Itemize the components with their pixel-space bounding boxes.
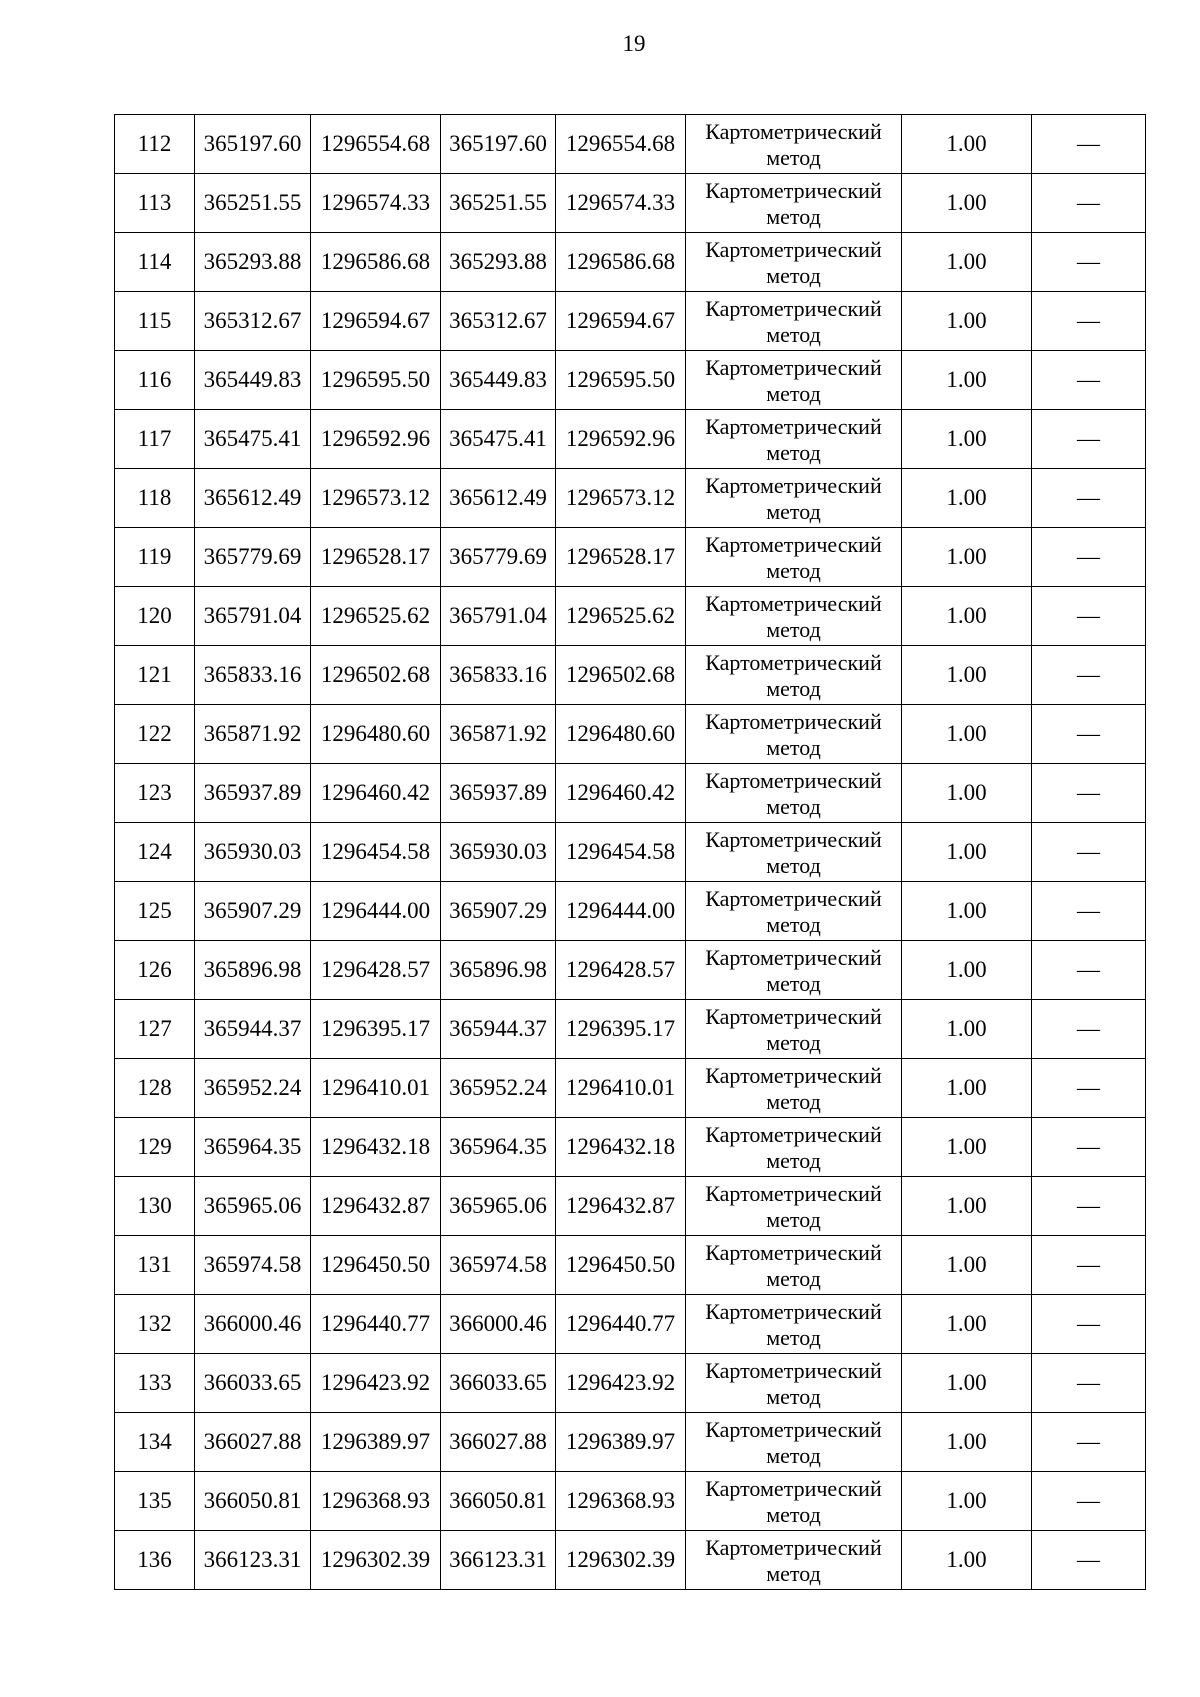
description-cell: — [1032,1413,1146,1472]
old-y-cell: 1296528.17 [311,528,441,587]
point-number-cell: 135 [115,1472,195,1531]
accuracy-cell: 1.00 [902,1472,1032,1531]
method-line-2: метод [766,1148,821,1173]
new-x-cell: 365871.92 [441,705,556,764]
method-cell [686,1118,902,1177]
description-cell: — [1032,1236,1146,1295]
old-y-cell: 1296450.50 [311,1236,441,1295]
old-x-cell: 365449.83 [195,351,311,410]
new-x-cell: 365907.29 [441,882,556,941]
accuracy-cell: 1.00 [902,587,1032,646]
accuracy-cell: 1.00 [902,528,1032,587]
method-cell [686,587,902,646]
old-x-cell: 365974.58 [195,1236,311,1295]
description-cell: — [1032,1531,1146,1590]
method-line-1: Картометрический [705,473,882,498]
old-y-cell: 1296368.93 [311,1472,441,1531]
old-y-cell: 1296595.50 [311,351,441,410]
method-line-2: метод [766,1561,821,1586]
table-row [115,1531,1146,1590]
description-cell: — [1032,1118,1146,1177]
old-y-cell: 1296444.00 [311,882,441,941]
old-x-cell: 365475.41 [195,410,311,469]
description-cell: — [1032,528,1146,587]
point-number-cell: 125 [115,882,195,941]
new-y-cell: 1296428.57 [556,941,686,1000]
new-y-cell: 1296460.42 [556,764,686,823]
table-row [115,941,1146,1000]
old-y-cell: 1296502.68 [311,646,441,705]
description-cell: — [1032,410,1146,469]
description-cell: — [1032,941,1146,1000]
accuracy-cell: 1.00 [902,764,1032,823]
table-body [115,115,1146,1590]
table-row [115,882,1146,941]
old-x-cell: 365937.89 [195,764,311,823]
old-y-cell: 1296395.17 [311,1000,441,1059]
method-cell [686,941,902,1000]
new-x-cell: 365293.88 [441,233,556,292]
old-x-cell: 365197.60 [195,115,311,174]
accuracy-cell: 1.00 [902,292,1032,351]
point-number-cell: 115 [115,292,195,351]
method-cell [686,705,902,764]
new-y-cell: 1296525.62 [556,587,686,646]
point-number-cell: 132 [115,1295,195,1354]
method-cell [686,469,902,528]
point-number-cell: 127 [115,1000,195,1059]
accuracy-cell: 1.00 [902,823,1032,882]
table-row [115,646,1146,705]
new-y-cell: 1296594.67 [556,292,686,351]
description-cell: — [1032,823,1146,882]
method-cell [686,882,902,941]
old-y-cell: 1296554.68 [311,115,441,174]
old-y-cell: 1296428.57 [311,941,441,1000]
method-cell [686,1531,902,1590]
table-row [115,1118,1146,1177]
point-number-cell: 129 [115,1118,195,1177]
description-cell: — [1032,587,1146,646]
old-y-cell: 1296454.58 [311,823,441,882]
old-x-cell: 365779.69 [195,528,311,587]
old-x-cell: 365964.35 [195,1118,311,1177]
method-line-2: метод [766,1207,821,1232]
method-cell [686,410,902,469]
table-row [115,1000,1146,1059]
new-x-cell: 365964.35 [441,1118,556,1177]
table-row [115,764,1146,823]
method-line-2: метод [766,1443,821,1468]
method-line-2: метод [766,322,821,347]
method-line-2: метод [766,263,821,288]
table-row [115,174,1146,233]
point-number-cell: 136 [115,1531,195,1590]
new-x-cell: 365791.04 [441,587,556,646]
description-cell: — [1032,469,1146,528]
old-y-cell: 1296432.87 [311,1177,441,1236]
method-line-1: Картометрический [705,178,882,203]
table-row [115,115,1146,174]
point-number-cell: 120 [115,587,195,646]
accuracy-cell: 1.00 [902,1354,1032,1413]
method-line-1: Картометрический [705,1417,882,1442]
method-cell [686,351,902,410]
table-row [115,823,1146,882]
method-line-2: метод [766,794,821,819]
new-y-cell: 1296573.12 [556,469,686,528]
description-cell: — [1032,1059,1146,1118]
table-row [115,351,1146,410]
accuracy-cell: 1.00 [902,233,1032,292]
old-y-cell: 1296573.12 [311,469,441,528]
table-row [115,1236,1146,1295]
new-y-cell: 1296502.68 [556,646,686,705]
new-y-cell: 1296395.17 [556,1000,686,1059]
method-line-2: метод [766,676,821,701]
description-cell: — [1032,174,1146,233]
method-line-1: Картометрический [705,1240,882,1265]
method-line-2: метод [766,971,821,996]
method-line-1: Картометрический [705,414,882,439]
new-y-cell: 1296423.92 [556,1354,686,1413]
old-x-cell: 366027.88 [195,1413,311,1472]
point-number-cell: 134 [115,1413,195,1472]
old-y-cell: 1296525.62 [311,587,441,646]
point-number-cell: 118 [115,469,195,528]
coordinates-table [114,114,1146,1590]
table-row [115,1354,1146,1413]
new-x-cell: 366050.81 [441,1472,556,1531]
method-line-2: метод [766,1266,821,1291]
accuracy-cell: 1.00 [902,1236,1032,1295]
method-cell [686,1059,902,1118]
method-line-2: метод [766,499,821,524]
new-x-cell: 366000.46 [441,1295,556,1354]
point-number-cell: 119 [115,528,195,587]
new-y-cell: 1296440.77 [556,1295,686,1354]
table-row [115,233,1146,292]
method-line-2: метод [766,617,821,642]
table-row [115,1177,1146,1236]
method-line-1: Картометрический [705,945,882,970]
old-y-cell: 1296423.92 [311,1354,441,1413]
method-line-1: Картометрический [705,591,882,616]
new-x-cell: 365251.55 [441,174,556,233]
point-number-cell: 124 [115,823,195,882]
accuracy-cell: 1.00 [902,410,1032,469]
method-line-1: Картометрический [705,768,882,793]
accuracy-cell: 1.00 [902,469,1032,528]
point-number-cell: 126 [115,941,195,1000]
table-row [115,469,1146,528]
description-cell: — [1032,115,1146,174]
new-x-cell: 365197.60 [441,115,556,174]
table-row [115,292,1146,351]
method-line-1: Картометрический [705,237,882,262]
new-x-cell: 365779.69 [441,528,556,587]
method-line-2: метод [766,912,821,937]
old-x-cell: 366123.31 [195,1531,311,1590]
description-cell: — [1032,705,1146,764]
description-cell: — [1032,764,1146,823]
method-line-2: метод [766,1502,821,1527]
new-y-cell: 1296450.50 [556,1236,686,1295]
method-cell [686,528,902,587]
new-x-cell: 365965.06 [441,1177,556,1236]
method-cell [686,646,902,705]
old-y-cell: 1296480.60 [311,705,441,764]
accuracy-cell: 1.00 [902,705,1032,764]
method-line-2: метод [766,1030,821,1055]
method-line-1: Картометрический [705,1535,882,1560]
new-x-cell: 365449.83 [441,351,556,410]
new-y-cell: 1296595.50 [556,351,686,410]
accuracy-cell: 1.00 [902,174,1032,233]
new-y-cell: 1296432.87 [556,1177,686,1236]
old-x-cell: 365251.55 [195,174,311,233]
new-x-cell: 366123.31 [441,1531,556,1590]
table-row [115,528,1146,587]
accuracy-cell: 1.00 [902,1295,1032,1354]
old-x-cell: 365965.06 [195,1177,311,1236]
old-y-cell: 1296592.96 [311,410,441,469]
method-line-1: Картометрический [705,709,882,734]
new-y-cell: 1296592.96 [556,410,686,469]
method-line-1: Картометрический [705,1004,882,1029]
old-x-cell: 365312.67 [195,292,311,351]
method-line-2: метод [766,204,821,229]
description-cell: — [1032,1295,1146,1354]
new-y-cell: 1296444.00 [556,882,686,941]
description-cell: — [1032,233,1146,292]
new-y-cell: 1296586.68 [556,233,686,292]
point-number-cell: 114 [115,233,195,292]
old-x-cell: 365791.04 [195,587,311,646]
method-line-1: Картометрический [705,650,882,675]
point-number-cell: 117 [115,410,195,469]
method-line-1: Картометрический [705,886,882,911]
description-cell: — [1032,292,1146,351]
method-line-2: метод [766,1325,821,1350]
point-number-cell: 130 [115,1177,195,1236]
method-line-2: метод [766,381,821,406]
new-y-cell: 1296554.68 [556,115,686,174]
description-cell: — [1032,1000,1146,1059]
accuracy-cell: 1.00 [902,1059,1032,1118]
method-cell [686,1354,902,1413]
new-y-cell: 1296480.60 [556,705,686,764]
point-number-cell: 116 [115,351,195,410]
old-x-cell: 365952.24 [195,1059,311,1118]
old-x-cell: 365833.16 [195,646,311,705]
method-line-1: Картометрический [705,1063,882,1088]
method-line-1: Картометрический [705,119,882,144]
old-x-cell: 365293.88 [195,233,311,292]
old-x-cell: 366050.81 [195,1472,311,1531]
old-y-cell: 1296440.77 [311,1295,441,1354]
old-y-cell: 1296410.01 [311,1059,441,1118]
description-cell: — [1032,351,1146,410]
method-line-2: метод [766,1384,821,1409]
method-cell [686,233,902,292]
new-y-cell: 1296368.93 [556,1472,686,1531]
table-row [115,1413,1146,1472]
table-row [115,705,1146,764]
new-y-cell: 1296432.18 [556,1118,686,1177]
accuracy-cell: 1.00 [902,941,1032,1000]
method-line-1: Картометрический [705,296,882,321]
description-cell: — [1032,1472,1146,1531]
new-x-cell: 366027.88 [441,1413,556,1472]
accuracy-cell: 1.00 [902,1118,1032,1177]
table-row [115,1059,1146,1118]
accuracy-cell: 1.00 [902,882,1032,941]
accuracy-cell: 1.00 [902,351,1032,410]
method-cell [686,823,902,882]
point-number-cell: 131 [115,1236,195,1295]
method-line-1: Картометрический [705,1299,882,1324]
old-x-cell: 365907.29 [195,882,311,941]
old-x-cell: 366033.65 [195,1354,311,1413]
method-cell [686,1236,902,1295]
accuracy-cell: 1.00 [902,646,1032,705]
method-line-1: Картометрический [705,1358,882,1383]
description-cell: — [1032,1354,1146,1413]
accuracy-cell: 1.00 [902,1531,1032,1590]
old-y-cell: 1296302.39 [311,1531,441,1590]
point-number-cell: 113 [115,174,195,233]
old-x-cell: 365930.03 [195,823,311,882]
accuracy-cell: 1.00 [902,1413,1032,1472]
method-line-2: метод [766,735,821,760]
method-cell [686,1295,902,1354]
description-cell: — [1032,1177,1146,1236]
accuracy-cell: 1.00 [902,1000,1032,1059]
old-x-cell: 365944.37 [195,1000,311,1059]
old-y-cell: 1296460.42 [311,764,441,823]
new-y-cell: 1296302.39 [556,1531,686,1590]
description-cell: — [1032,882,1146,941]
method-cell [686,1472,902,1531]
method-line-1: Картометрический [705,1181,882,1206]
point-number-cell: 128 [115,1059,195,1118]
method-cell [686,174,902,233]
old-x-cell: 365871.92 [195,705,311,764]
new-x-cell: 365475.41 [441,410,556,469]
new-x-cell: 365974.58 [441,1236,556,1295]
table-row [115,410,1146,469]
method-line-1: Картометрический [705,355,882,380]
method-line-1: Картометрический [705,1122,882,1147]
method-line-2: метод [766,853,821,878]
method-cell [686,1000,902,1059]
point-number-cell: 121 [115,646,195,705]
new-x-cell: 365312.67 [441,292,556,351]
new-x-cell: 365937.89 [441,764,556,823]
method-line-1: Картометрический [705,827,882,852]
new-y-cell: 1296574.33 [556,174,686,233]
old-y-cell: 1296389.97 [311,1413,441,1472]
new-x-cell: 365612.49 [441,469,556,528]
old-x-cell: 365612.49 [195,469,311,528]
new-y-cell: 1296454.58 [556,823,686,882]
point-number-cell: 122 [115,705,195,764]
new-x-cell: 365833.16 [441,646,556,705]
accuracy-cell: 1.00 [902,115,1032,174]
new-x-cell: 365930.03 [441,823,556,882]
method-cell [686,292,902,351]
new-y-cell: 1296389.97 [556,1413,686,1472]
new-y-cell: 1296528.17 [556,528,686,587]
new-x-cell: 365944.37 [441,1000,556,1059]
new-x-cell: 365896.98 [441,941,556,1000]
method-cell [686,764,902,823]
table-row [115,1472,1146,1531]
old-y-cell: 1296432.18 [311,1118,441,1177]
old-y-cell: 1296574.33 [311,174,441,233]
method-line-2: метод [766,558,821,583]
old-x-cell: 366000.46 [195,1295,311,1354]
point-number-cell: 133 [115,1354,195,1413]
method-line-1: Картометрический [705,532,882,557]
description-cell: — [1032,646,1146,705]
old-y-cell: 1296586.68 [311,233,441,292]
page-number: 19 [622,31,646,56]
point-number-cell: 112 [115,115,195,174]
table-row [115,587,1146,646]
old-x-cell: 365896.98 [195,941,311,1000]
method-line-2: метод [766,1089,821,1114]
method-cell [686,115,902,174]
method-cell [686,1413,902,1472]
new-y-cell: 1296410.01 [556,1059,686,1118]
method-line-1: Картометрический [705,1476,882,1501]
table-row [115,1295,1146,1354]
method-cell [686,1177,902,1236]
point-number-cell: 123 [115,764,195,823]
old-y-cell: 1296594.67 [311,292,441,351]
method-line-2: метод [766,145,821,170]
new-x-cell: 365952.24 [441,1059,556,1118]
method-line-2: метод [766,440,821,465]
accuracy-cell: 1.00 [902,1177,1032,1236]
new-x-cell: 366033.65 [441,1354,556,1413]
